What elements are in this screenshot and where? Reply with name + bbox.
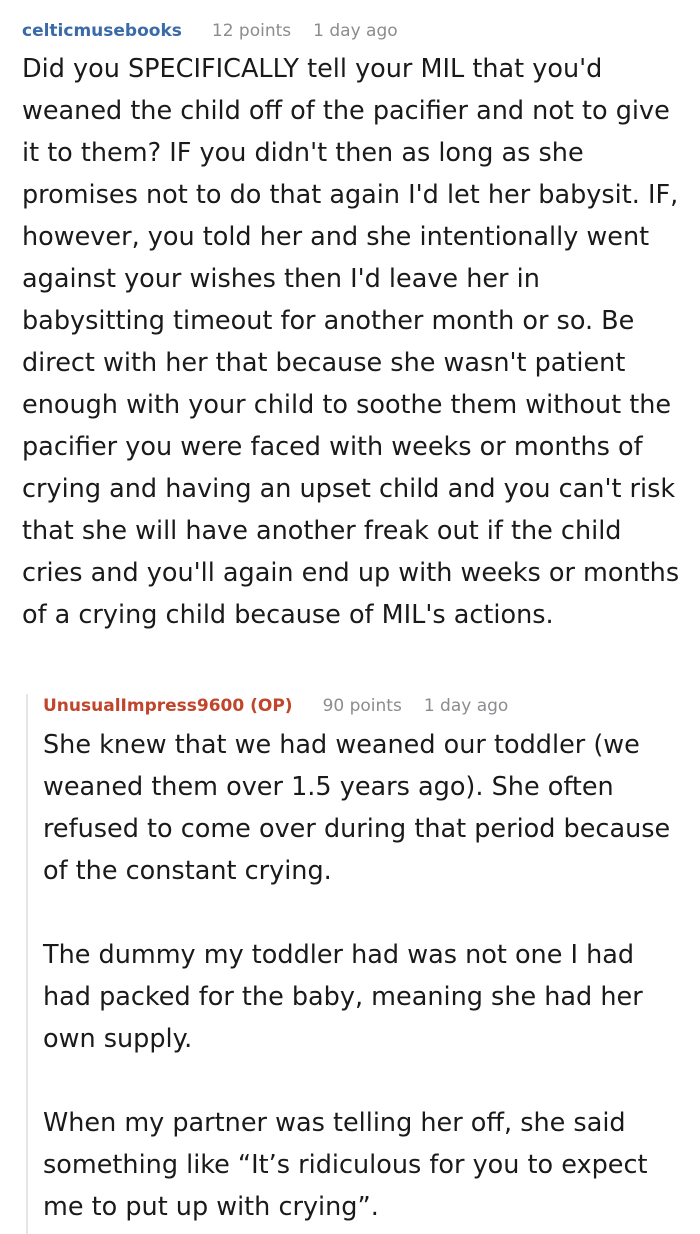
comment-points: 12 points xyxy=(211,21,292,41)
comment-paragraph: Did you SPECIFICALLY tell your MIL that you'd weaned the child off of the pacifier and not to give it to them? IF you didn't then as long as she promises not to do that again I'd let her babysit. IF, however, you told her and she intentionally went against your wishes then I'd leave her in babysitting timeout for another month or so. Be direct with her that because she wasn't patient enough with your child to soothe them without the pacifier you were faced with weeks or months of crying and having an upset child and you can't risk that she will have another freak out if the child cries and you'll again end up with weeks or months of a crying child because of MIL's actions. xyxy=(22,54,680,630)
reply-timestamp[interactable]: 1 day ago xyxy=(423,696,509,716)
comment-timestamp[interactable]: 1 day ago xyxy=(313,21,398,41)
reply-paragraph: The dummy my toddler had was not one I had had packed for the baby, meaning she had her own supply. xyxy=(43,940,643,1054)
thread-line[interactable] xyxy=(26,694,28,1234)
reply-paragraph: When my partner was telling her off, she said something like “It’s ridiculous for you to expect me to put up with crying”. xyxy=(43,1108,648,1222)
reply-comment xyxy=(0,688,700,1234)
reply-meta xyxy=(43,693,530,719)
reply-body xyxy=(43,724,683,1228)
reply-paragraph: She knew that we had weaned our toddler (we weaned them over 1.5 years ago). She often refused to come over during that period because of the constant crying. xyxy=(43,730,671,886)
comment-body xyxy=(22,48,682,636)
reply-author-link[interactable]: UnusualImpress9600 (OP) xyxy=(43,696,293,716)
reply-points: 90 points xyxy=(322,696,402,716)
comment-author-link[interactable]: celticmusebooks xyxy=(22,21,182,41)
comment-meta xyxy=(22,18,420,44)
